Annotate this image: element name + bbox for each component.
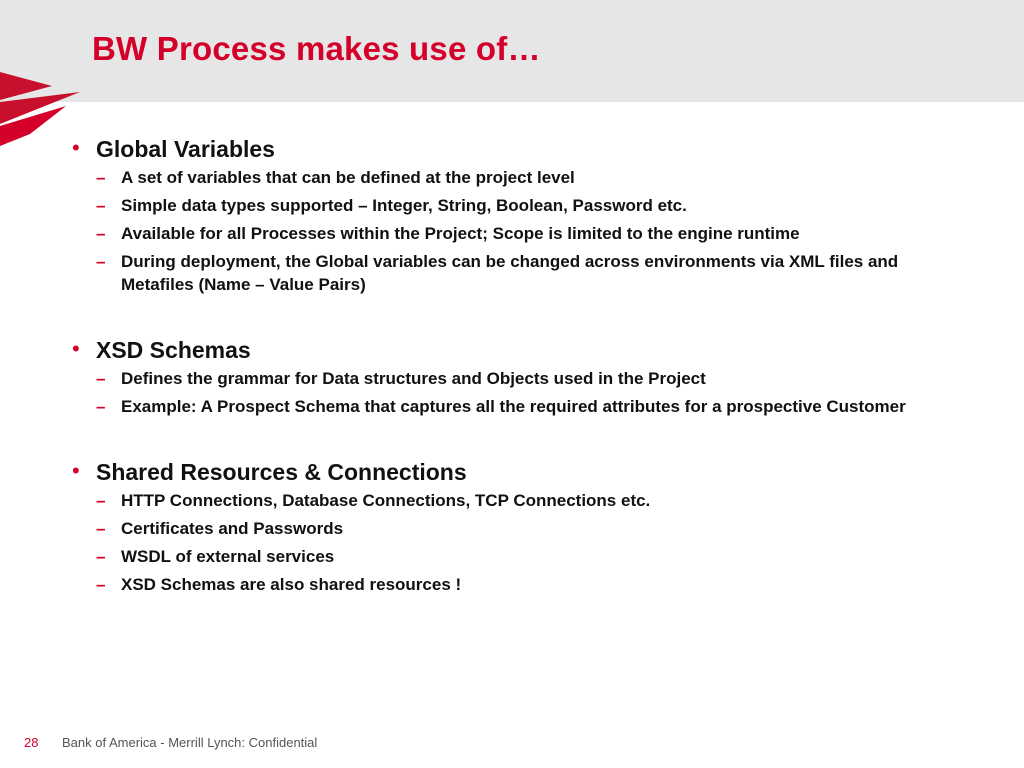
footer bbox=[24, 735, 317, 750]
bullet-item bbox=[70, 335, 910, 365]
dash-icon: – bbox=[96, 491, 106, 510]
sub-item bbox=[92, 517, 910, 540]
sub-list bbox=[70, 489, 910, 596]
sub-item-text: A set of variables that can be defined at the project level bbox=[121, 168, 575, 187]
sub-item-text: XSD Schemas are also shared resources ! bbox=[121, 575, 462, 594]
dash-icon: – bbox=[96, 397, 106, 416]
page-number: 28 bbox=[24, 735, 39, 750]
sub-item bbox=[92, 250, 910, 296]
sub-item-text: Simple data types supported – Integer, String, Boolean, Password etc. bbox=[121, 196, 687, 215]
content-area bbox=[70, 134, 910, 601]
bullet-dot-icon: • bbox=[72, 336, 80, 361]
sub-item bbox=[92, 489, 910, 512]
dash-icon: – bbox=[96, 369, 106, 388]
section-xsd-schemas bbox=[70, 335, 910, 418]
sub-item bbox=[92, 573, 910, 596]
dash-icon: – bbox=[96, 196, 106, 215]
slide-title: BW Process makes use of… bbox=[92, 30, 541, 67]
sub-item-text: During deployment, the Global variables can be changed across environments via XML files and Metafiles (Name – Value Pairs) bbox=[121, 252, 899, 294]
bullet-item bbox=[70, 457, 910, 487]
sub-item bbox=[92, 166, 910, 189]
dash-icon: – bbox=[96, 575, 106, 594]
dash-icon: – bbox=[96, 224, 106, 243]
sub-item-text: Example: A Prospect Schema that captures all the required attributes for a prospective Customer bbox=[121, 397, 906, 416]
dash-icon: – bbox=[96, 168, 106, 187]
sub-item-text: HTTP Connections, Database Connections, TCP Connections etc. bbox=[121, 491, 651, 510]
dash-icon: – bbox=[96, 252, 106, 271]
sub-item-text: Certificates and Passwords bbox=[121, 519, 344, 538]
sub-item bbox=[92, 194, 910, 217]
dash-icon: – bbox=[96, 519, 106, 538]
bullet-dot-icon: • bbox=[72, 135, 80, 160]
sub-item-text: WSDL of external services bbox=[121, 547, 335, 566]
sub-item bbox=[92, 545, 910, 568]
sub-list bbox=[70, 367, 910, 418]
sub-item bbox=[92, 367, 910, 390]
confidential-notice: Bank of America - Merrill Lynch: Confidential bbox=[62, 735, 318, 750]
section-shared-resources bbox=[70, 457, 910, 596]
bullet-heading: XSD Schemas bbox=[96, 337, 251, 363]
dash-icon: – bbox=[96, 547, 106, 566]
section-global-variables bbox=[70, 134, 910, 296]
bullet-dot-icon: • bbox=[72, 458, 80, 483]
bullet-item bbox=[70, 134, 910, 164]
sub-item bbox=[92, 222, 910, 245]
sub-item bbox=[92, 395, 910, 418]
sub-item-text: Available for all Processes within the Project; Scope is limited to the engine runtime bbox=[121, 224, 800, 243]
bullet-heading: Global Variables bbox=[96, 136, 275, 162]
sub-list bbox=[70, 166, 910, 296]
sub-item-text: Defines the grammar for Data structures and Objects used in the Project bbox=[121, 369, 706, 388]
bullet-heading: Shared Resources & Connections bbox=[96, 459, 467, 485]
